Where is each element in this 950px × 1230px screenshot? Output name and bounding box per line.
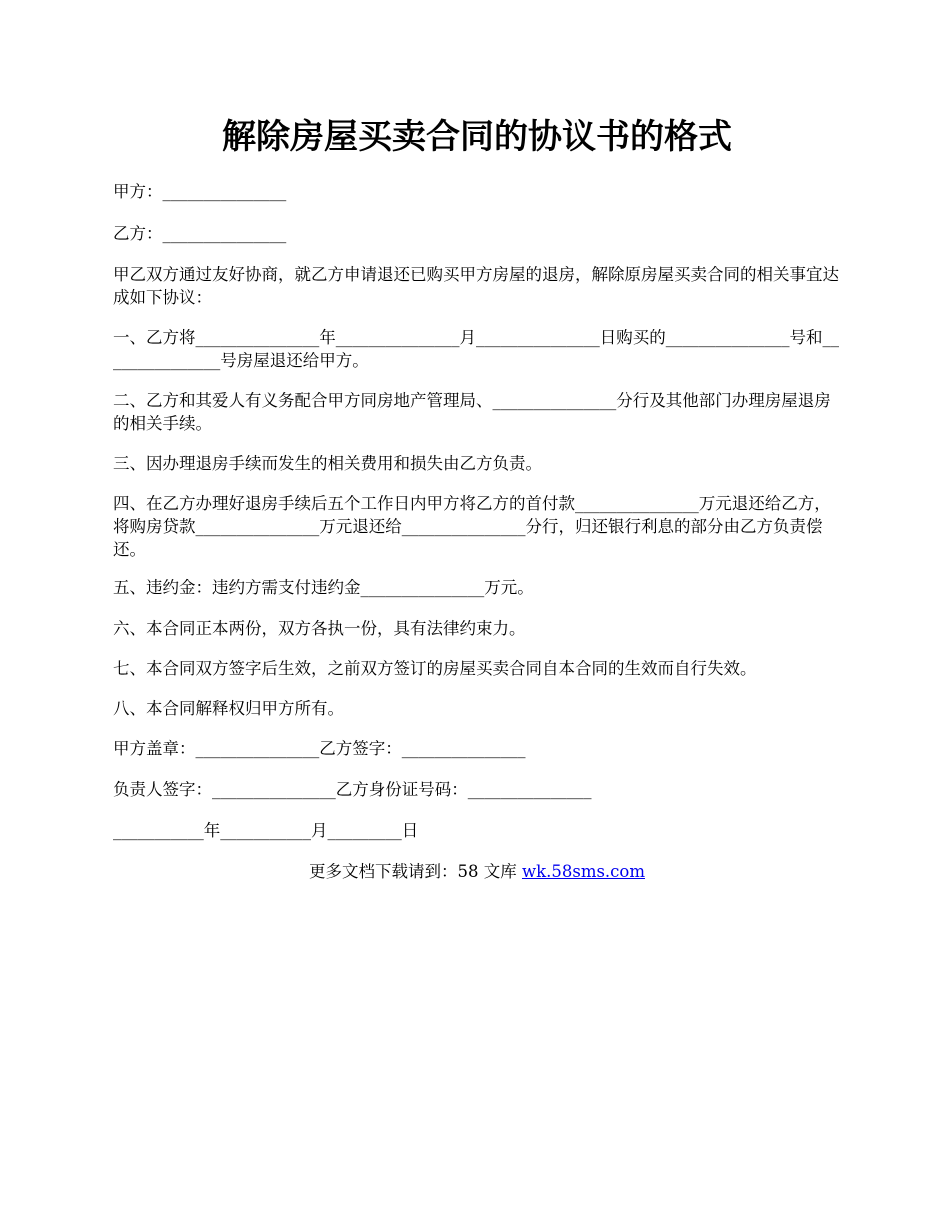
clause-1: 一、乙方将_______________年_______________月_______________日购买的_______________号和_______________号房屋退还给甲方。 [113, 328, 839, 370]
preamble-paragraph: 甲乙双方通过友好协商，就乙方申请退还已购买甲方房屋的退房，解除原房屋买卖合同的相关事宜达成如下协议： [113, 265, 839, 307]
clause-4: 四、在乙方办理好退房手续后五个工作日内甲方将乙方的首付款_______________万元退还给乙方，将购房贷款_______________万元退还给_______________分行，归还银行利息的部分由乙方负责偿还。 [113, 494, 831, 559]
footer [113, 860, 841, 883]
footer-prefix: 更多文档下载请到：58 文库 [308, 862, 522, 881]
footer-link[interactable]: wk.58sms.com [521, 862, 645, 881]
clause-8: 八、本合同解释权归甲方所有。 [113, 699, 344, 718]
clause-2: 二、乙方和其爱人有义务配合甲方同房地产管理局、_______________分行及其他部门办理房屋退房的相关手续。 [113, 391, 831, 433]
document-title: 解除房屋买卖合同的协议书的格式 [222, 117, 732, 157]
clause-3: 三、因办理退房手续而发生的相关费用和损失由乙方负责。 [113, 454, 542, 473]
clause-7: 七、本合同双方签字后生效，之前双方签订的房屋买卖合同自本合同的生效而自行失效。 [113, 659, 757, 678]
clause-5: 五、违约金：违约方需支付违约金_______________万元。 [113, 578, 534, 597]
date-line: ___________年___________月_________日 [113, 821, 419, 840]
party-a-line: 甲方：_______________ [113, 182, 287, 201]
party-b-line: 乙方：_______________ [113, 224, 287, 243]
clause-6: 六、本合同正本两份，双方各执一份，具有法律约束力。 [113, 619, 526, 638]
signature-line-2: 负责人签字：_______________乙方身份证号码：_______________ [113, 780, 592, 799]
signature-line-1: 甲方盖章：_______________乙方签字：_______________ [113, 739, 526, 758]
